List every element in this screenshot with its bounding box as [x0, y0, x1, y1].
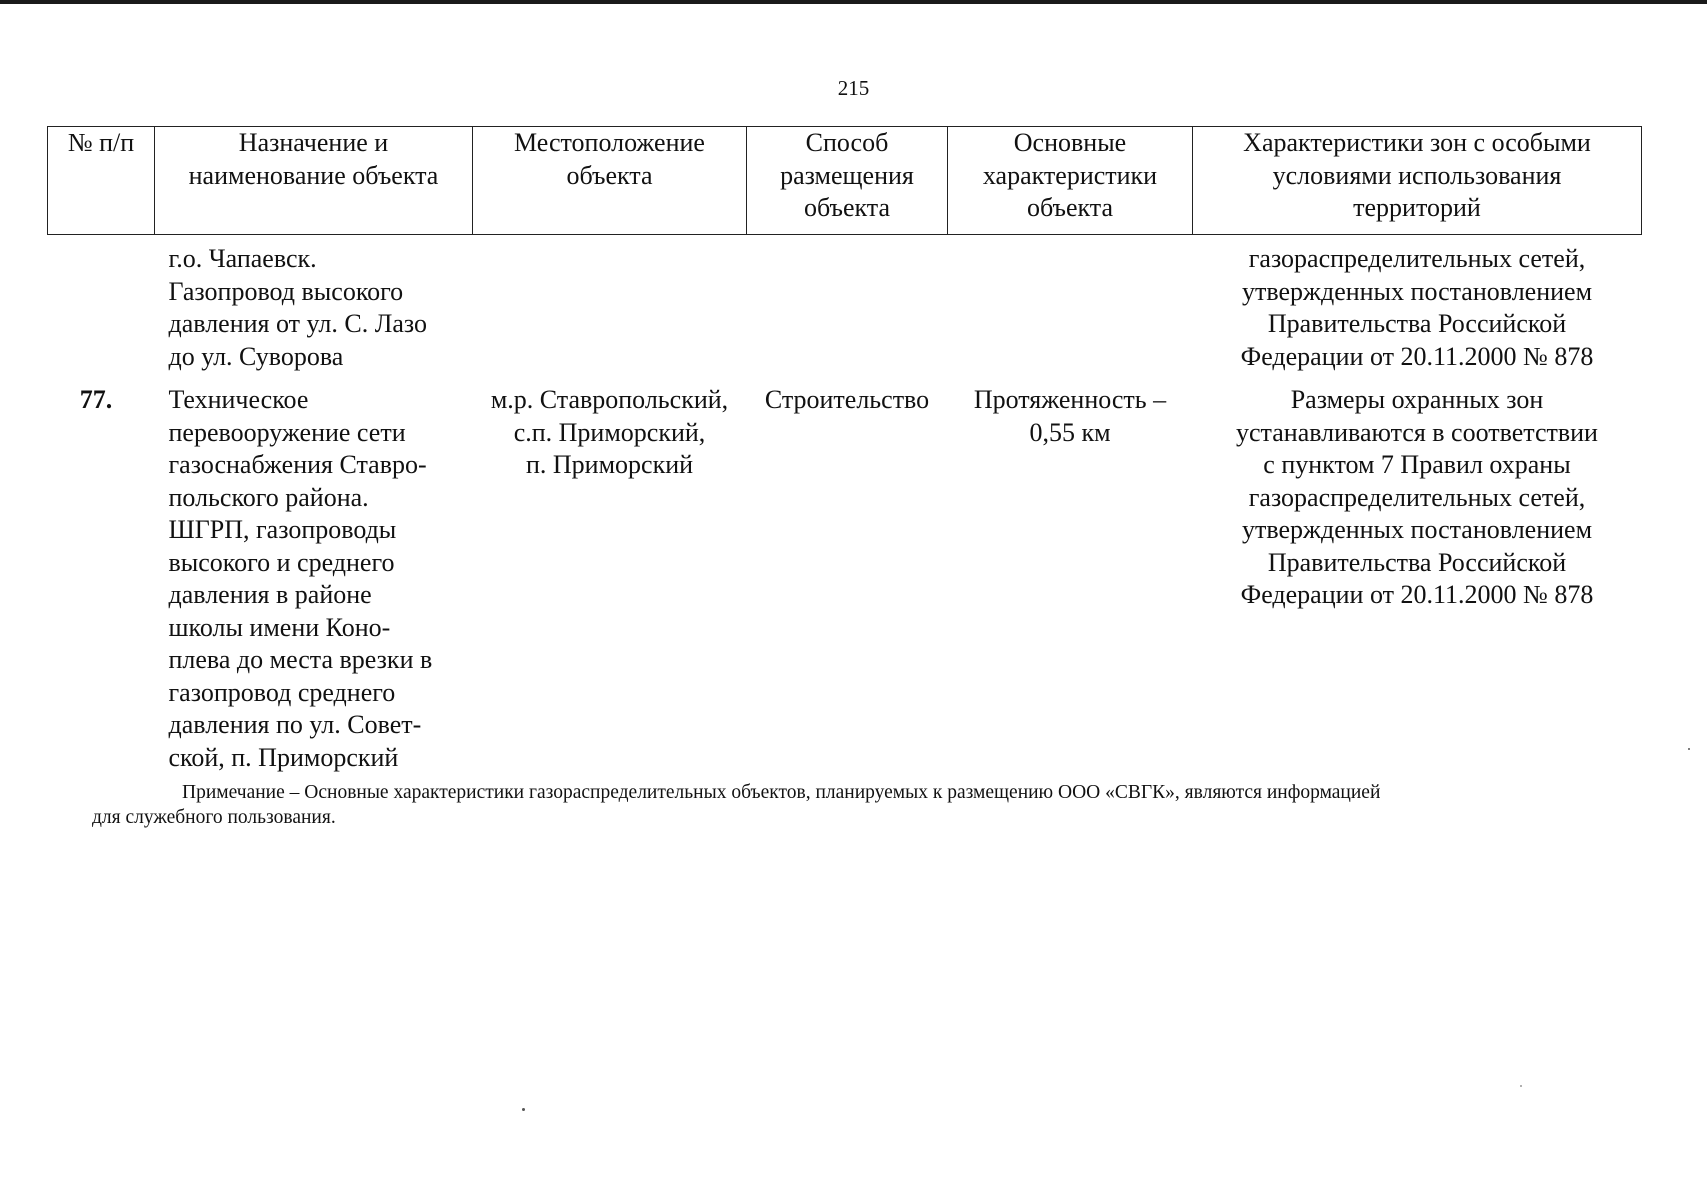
cell-location: [473, 235, 747, 385]
page-number: 215: [837, 76, 870, 100]
header-location: [473, 127, 747, 235]
objects-table: [47, 126, 1642, 774]
zones-line: Правительства Российской: [1267, 547, 1567, 577]
table-header-row: [48, 127, 1642, 235]
name-line: Техническое: [168, 385, 309, 414]
header-line: условиями использования: [1272, 160, 1562, 190]
note-line-1: Примечание – Основные характеристики газораспределительных объектов, планируемых к размещению ООО «СВГК», являются информацией: [182, 782, 1381, 803]
cell-zones: [1193, 235, 1642, 385]
name-line: г.о. Чапаевск.: [168, 244, 317, 273]
method-text: Строительство: [764, 385, 930, 414]
name-line: перевооружение сети: [168, 417, 406, 447]
name-line: Газопровод высокого: [168, 276, 404, 306]
name-line: высокого и среднего: [168, 547, 395, 577]
name-line: школы имени Коно-: [168, 612, 391, 642]
name-line: ШГРП, газопроводы: [168, 515, 397, 544]
cell-number: [48, 384, 155, 774]
header-line: территорий: [1353, 193, 1481, 222]
header-line: Характеристики зон с особыми: [1243, 128, 1591, 157]
note-line-2: для служебного пользования.: [92, 807, 336, 828]
name-line: давления по ул. Совет-: [168, 710, 422, 739]
zones-line: устанавливаются в соответствии: [1236, 417, 1598, 447]
zones-line: утвержденных постановлением: [1241, 515, 1593, 544]
scan-edge: [0, 0, 1707, 4]
header-line: объекта: [566, 160, 653, 190]
scan-speck: [522, 1108, 525, 1111]
zones-line: Федерации от 20.11.2000 № 878: [1240, 341, 1594, 371]
header-number: [48, 127, 155, 235]
scan-speck: [1688, 748, 1690, 750]
name-line: газопровод среднего: [168, 677, 396, 707]
header-line: Основные: [1013, 128, 1127, 157]
name-line: давления от ул. С. Лазо: [168, 309, 427, 338]
table-row-continuation: [48, 235, 1642, 385]
zones-line: газораспределительных сетей,: [1248, 482, 1586, 512]
cell-location: [473, 384, 747, 774]
table-note: [92, 780, 1602, 830]
header-characteristics: [948, 127, 1193, 235]
name-line: до ул. Суворова: [168, 341, 344, 371]
header-line: № п/п: [67, 128, 135, 157]
name-line: плева до места врезки в: [168, 645, 433, 674]
location-line: с.п. Приморский,: [513, 417, 706, 447]
name-line: газоснабжения Ставро-: [168, 450, 427, 479]
location-line: п. Приморский: [525, 450, 694, 479]
scan-speck: [1520, 1085, 1522, 1087]
header-method: [747, 127, 948, 235]
header-line: размещения: [780, 160, 914, 190]
cell-name: [155, 235, 473, 385]
cell-method: [747, 384, 948, 774]
cell-zones: [1193, 384, 1642, 774]
header-line: характеристики: [982, 160, 1158, 190]
header-name: [155, 127, 473, 235]
header-line: Назначение и: [238, 128, 389, 157]
header-line: Местоположение: [514, 128, 705, 157]
name-line: ской, п. Приморский: [168, 742, 399, 772]
header-line: объекта: [803, 193, 891, 222]
cell-method: [747, 235, 948, 385]
zones-line: утвержденных постановлением: [1241, 276, 1593, 306]
header-zones: [1193, 127, 1642, 235]
zones-line: Правительства Российской: [1267, 309, 1567, 338]
header-line: Способ: [805, 128, 889, 157]
table-row-77: [48, 384, 1642, 774]
zones-line: газораспределительных сетей,: [1248, 244, 1586, 273]
characteristics-line: Протяженность –: [973, 385, 1167, 414]
cell-number: [48, 235, 155, 385]
zones-line: Федерации от 20.11.2000 № 878: [1240, 580, 1594, 609]
header-line: объекта: [1026, 193, 1114, 222]
row-number: 77.: [79, 385, 113, 414]
zones-line: с пунктом 7 Правил охраны: [1263, 450, 1571, 479]
cell-name: [155, 384, 473, 774]
zones-line: Размеры охранных зон: [1290, 385, 1544, 414]
name-line: давления в районе: [168, 580, 372, 609]
name-line: польского района.: [168, 482, 369, 512]
location-line: м.р. Ставропольский,: [490, 385, 729, 414]
cell-characteristics: [948, 235, 1193, 385]
characteristics-line: 0,55 км: [1029, 417, 1111, 447]
header-line: наименование объекта: [188, 160, 439, 190]
cell-characteristics: [948, 384, 1193, 774]
